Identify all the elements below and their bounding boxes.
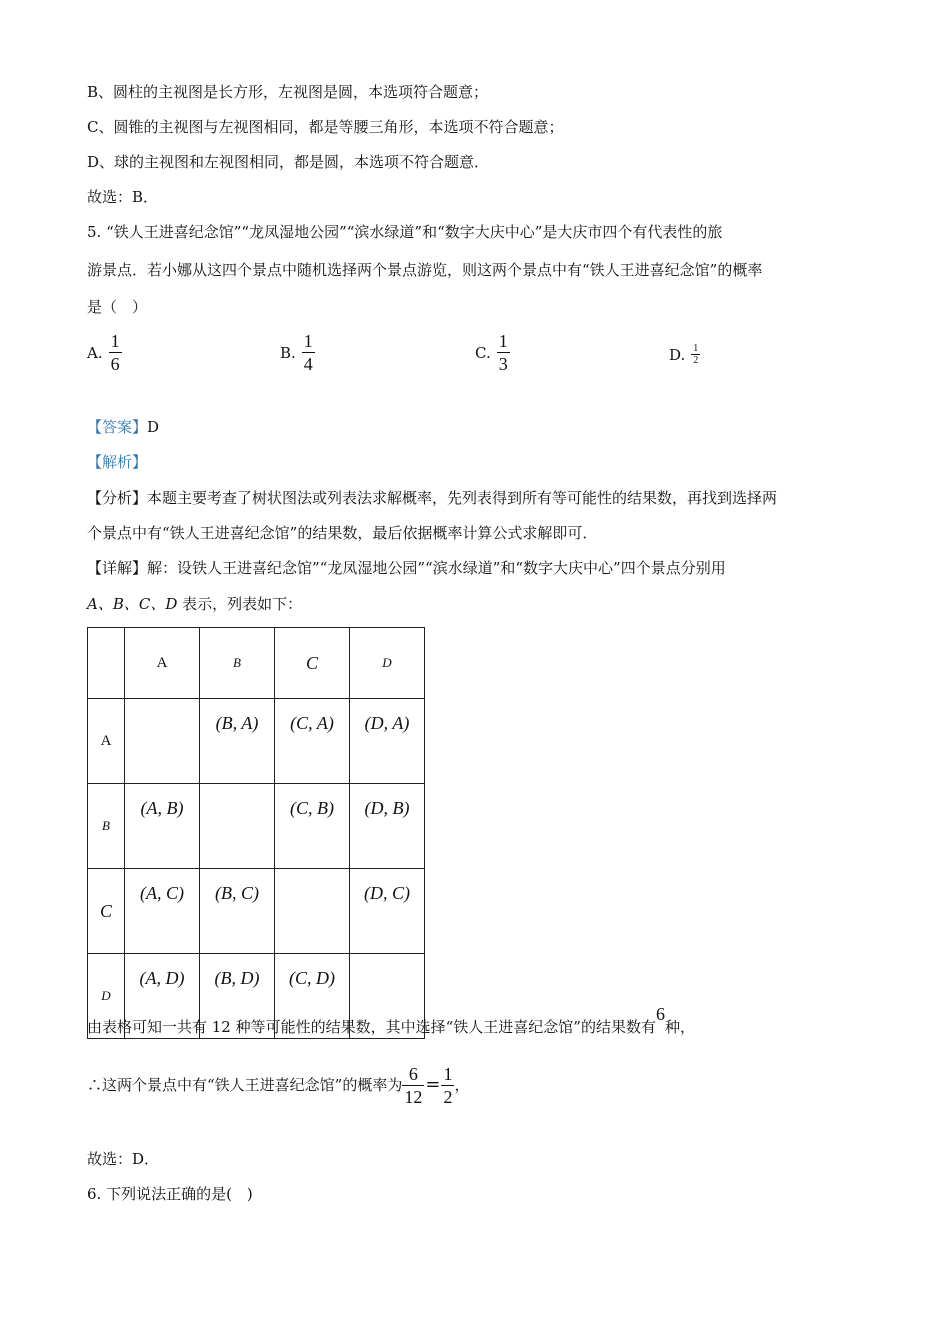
table-cell: (A, B): [125, 784, 200, 869]
fenxi-tag: 【分析】: [87, 489, 148, 507]
table-cell: [200, 784, 275, 869]
option-label: B.: [280, 343, 296, 362]
row-header: D: [88, 954, 125, 1039]
fraction-1-2: $\frac{1}{2}$: [443, 1063, 453, 1107]
probability-line: ∴这两个景点中有“铁人王进喜纪念馆”的概率为 $\frac{6}{12}$ = $\frac{1}{2}$ ，: [87, 1063, 470, 1107]
question-6: 6. 下列说法正确的是( ): [87, 1185, 253, 1203]
option-d: [669, 343, 700, 366]
fraction: $\frac{1}{6}$: [110, 331, 120, 374]
fenxi-line-2: 个景点中有“铁人王进喜纪念馆”的结果数，最后依据概率计算公式求解即可．: [87, 524, 598, 542]
table-cell: (A, D): [125, 954, 200, 1039]
answer-value: D: [147, 418, 160, 436]
header-cell: A: [125, 628, 200, 699]
letters: A、B、C、D: [87, 595, 178, 613]
option-c-explanation: C、圆锥的主视图与左视图相同，都是等腰三角形，本选项不符合题意；: [87, 118, 564, 136]
option-c: [475, 330, 510, 375]
option-d-explanation: D、球的主视图和左视图相同，都是圆，本选项不符合题意．: [87, 153, 490, 171]
row-header: B: [88, 784, 125, 869]
table-header-row: [88, 628, 425, 699]
xiangjie-tag: 【详解】: [87, 559, 148, 577]
header-cell: C: [275, 628, 350, 699]
option-a: [87, 330, 122, 375]
table-cell: (B, A): [200, 699, 275, 784]
fraction: $\frac{1}{3}$: [498, 331, 508, 374]
analysis-tag: 【解析】: [87, 453, 148, 471]
header-cell: B: [200, 628, 275, 699]
table-cell: (C, A): [275, 699, 350, 784]
table-cell: [125, 699, 200, 784]
table-cell: (A, C): [125, 869, 200, 954]
table-cell: (D, C): [350, 869, 425, 954]
choose-b: 故选：B．: [87, 188, 159, 206]
table-cell: (B, C): [200, 869, 275, 954]
result-count: 6: [655, 1004, 665, 1024]
fraction: $\frac{1}{4}$: [303, 331, 313, 374]
table-cell: [275, 869, 350, 954]
header-cell: D: [350, 628, 425, 699]
fraction: $\frac{1}{2}$: [693, 343, 699, 366]
question-5-line-1: 5. “铁人王进喜纪念馆”“龙凤湿地公园”“滨水绿道”和“数字大庆中心”是大庆市四个有代表性的旅: [87, 223, 723, 241]
table-row: [88, 869, 425, 954]
table-row: [88, 699, 425, 784]
fenxi-line-1: 【分析】本题主要考查了树状图法或列表法求解概率，先列表得到所有等可能性的结果数，再找到选择两: [87, 489, 778, 507]
table-cell: (D, B): [350, 784, 425, 869]
table-cell: (C, D): [275, 954, 350, 1039]
option-b: [280, 330, 315, 375]
xiangjie-line-1: 【详解】解：设铁人王进喜纪念馆”“龙凤湿地公园”“滨水绿道”和“数字大庆中心”四个景点分别用: [87, 559, 726, 577]
table-cell: (B, D): [200, 954, 275, 1039]
fraction-6-12: $\frac{6}{12}$: [404, 1063, 423, 1107]
question-5-line-2: 游景点．若小娜从这四个景点中随机选择两个景点游览，则这两个景点中有“铁人王进喜纪念馆”的概率: [87, 261, 763, 279]
option-b-explanation: B、圆柱的主视图是长方形，左视图是圆，本选项符合题意；: [87, 83, 489, 101]
table-cell: (D, A): [350, 699, 425, 784]
option-label: A.: [87, 343, 103, 362]
choose-d: 故选：D．: [87, 1150, 160, 1168]
row-header: A: [88, 699, 125, 784]
row-header: C: [88, 869, 125, 954]
result-line: 由表格可知一共有 12 种等可能性的结果数，其中选择“铁人王进喜纪念馆”的结果数有6种，: [87, 1004, 695, 1036]
option-label: C.: [475, 343, 491, 362]
table-row: [88, 784, 425, 869]
answer-line: [87, 417, 159, 437]
xiangjie-line-2: A、B、C、D 表示，列表如下：: [87, 595, 303, 613]
outcome-table: [87, 627, 425, 1039]
question-5-line-3: 是（ ）: [87, 298, 148, 316]
option-label: D.: [669, 345, 686, 364]
table-cell: (C, B): [275, 784, 350, 869]
equals-sign: =: [425, 1074, 441, 1095]
answer-tag: 【答案】: [87, 418, 148, 436]
